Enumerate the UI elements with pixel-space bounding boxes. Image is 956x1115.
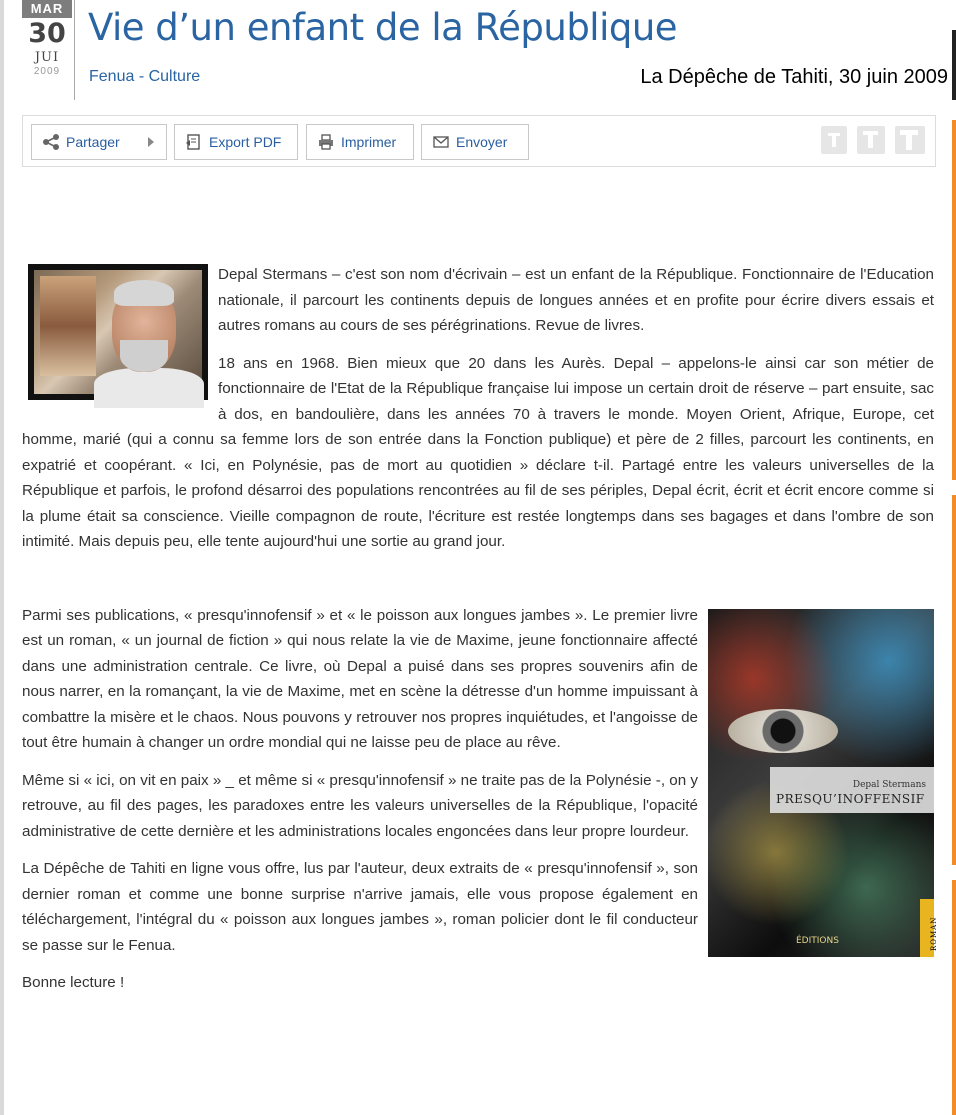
category-link[interactable]: Fenua - Culture bbox=[89, 68, 201, 85]
export-pdf-label: Export PDF bbox=[209, 134, 282, 150]
send-button[interactable] bbox=[421, 124, 529, 160]
paragraph-closing: Bonne lecture ! bbox=[22, 974, 125, 991]
font-size-large-icon[interactable] bbox=[895, 126, 925, 154]
date-block bbox=[22, 0, 75, 100]
share-label: Partager bbox=[66, 134, 120, 150]
font-size-medium-icon[interactable] bbox=[857, 126, 885, 154]
book-title: PRESQU’INOFFENSIF bbox=[776, 791, 925, 806]
date-day: 30 bbox=[28, 18, 66, 49]
right-frame-accent bbox=[952, 120, 956, 480]
date-weekday: MAR bbox=[22, 0, 72, 18]
paragraph-polynesia: Même si « ici, on vit en paix » _ et même si « presqu'innofensif » ne traite pas de la Polynésie -, on y retrouve, au fil des pages, les paradoxes entre les valeurs universelles de la République, l'opacité administrative de cette dernière et les administrations locales engoncées dans leur propre lourdeur. bbox=[22, 771, 698, 840]
paragraph-intro: Depal Stermans – c'est son nom d'écrivain – est un enfant de la République. Fonctionnaire de l'Education nationale, il parcourt les continents depuis de longues années et en profite pour écrire divers essais et autres romans au cours de ses pérégrinations. Revue de livres. bbox=[218, 266, 934, 334]
paragraph-publications: Parmi ses publications, « presqu'innofensif » et « le poisson aux longues jambes ». Le premier livre est un roman, « un journal de fiction » qui nous relate la vie de Maxime, jeune fonctionnaire affecté dans une administration centrale. Ce livre, où Depal a puisé dans ses propres souvenirs afin de nous narrer, en la romançant, la vie de Maxime, met en scène la détresse d'un homme impuissant à combattre la misère et le chaos. Nous pouvons y retrouver nos propres inquiétudes, et l'angoisse de tout être humain à changer un ordre mondial qui ne laisse peu de place au rêve. bbox=[22, 606, 698, 751]
source-caption: La Dépêche de Tahiti, 30 juin 2009 bbox=[640, 66, 948, 88]
right-frame-accent bbox=[952, 495, 956, 865]
book-publisher: ÉDITIONS bbox=[796, 935, 839, 946]
chevron-right-icon bbox=[148, 137, 154, 147]
send-label: Envoyer bbox=[456, 134, 508, 150]
left-frame bbox=[0, 0, 4, 1115]
book-author: Depal Stermans bbox=[852, 779, 926, 790]
export-pdf-button[interactable] bbox=[174, 124, 298, 160]
paragraph-offer: La Dépêche de Tahiti en ligne vous offre, lus par l'auteur, deux extraits de « presqu'innofensif », son dernier roman et comme une bonne surprise n'arrive jamais, elle vous propose également en téléchargement, l'intégral du « poisson aux longues jambes », roman policier dont le fil conducteur se passe sur le Fenua. bbox=[22, 860, 698, 954]
document-export-icon bbox=[185, 133, 203, 151]
page-title: Vie d’un enfant de la République bbox=[88, 6, 678, 49]
article-toolbar bbox=[22, 115, 936, 167]
printer-icon bbox=[317, 133, 335, 151]
article-body bbox=[22, 262, 938, 1008]
book-spine-text: ROMAN bbox=[930, 916, 938, 951]
right-frame-accent bbox=[952, 880, 956, 1115]
right-frame-dark bbox=[952, 30, 956, 100]
book-cover-image bbox=[708, 609, 938, 957]
paragraph-biography: 18 ans en 1968. Bien mieux que 20 dans les Aurès. Depal – appelons-le ainsi car son métier de fonctionnaire de l'Etat de la République française lui impose un certain droit de réserve – part ensuite, sac à dos, en bandoulière, dans les années 70 à travers le monde. Moyen Orient, Afrique, Europe, cet homme, marié (qui a connu sa femme lors de son entrée dans la Fonction publique) et père de 2 filles, parcourt les continents, en expatrié et coopérant. « Ici, en Polynésie, pas de mort au quotidien » déclare t-il. Partagé entre les valeurs universelles de la République et parfois, le profond désarroi des populations rencontrées au fil de ses périples, Depal écrit, écrit et écrit encore comme si la plume était sa conscience. Vieille compagnon de route, l'écriture est restée longtemps dans ses bagages et dans l'ombre de son intimité. Mais depuis peu, elle tente aujourd'hui une sortie au grand jour. bbox=[22, 354, 934, 550]
print-label: Imprimer bbox=[341, 134, 397, 150]
print-button[interactable] bbox=[306, 124, 414, 160]
author-photo bbox=[28, 264, 208, 400]
envelope-icon bbox=[432, 133, 450, 151]
share-button[interactable] bbox=[31, 124, 167, 160]
font-size-small-icon[interactable] bbox=[821, 126, 847, 154]
share-icon bbox=[42, 133, 60, 151]
date-year: 2009 bbox=[33, 66, 61, 77]
date-month: JUI bbox=[34, 50, 60, 65]
